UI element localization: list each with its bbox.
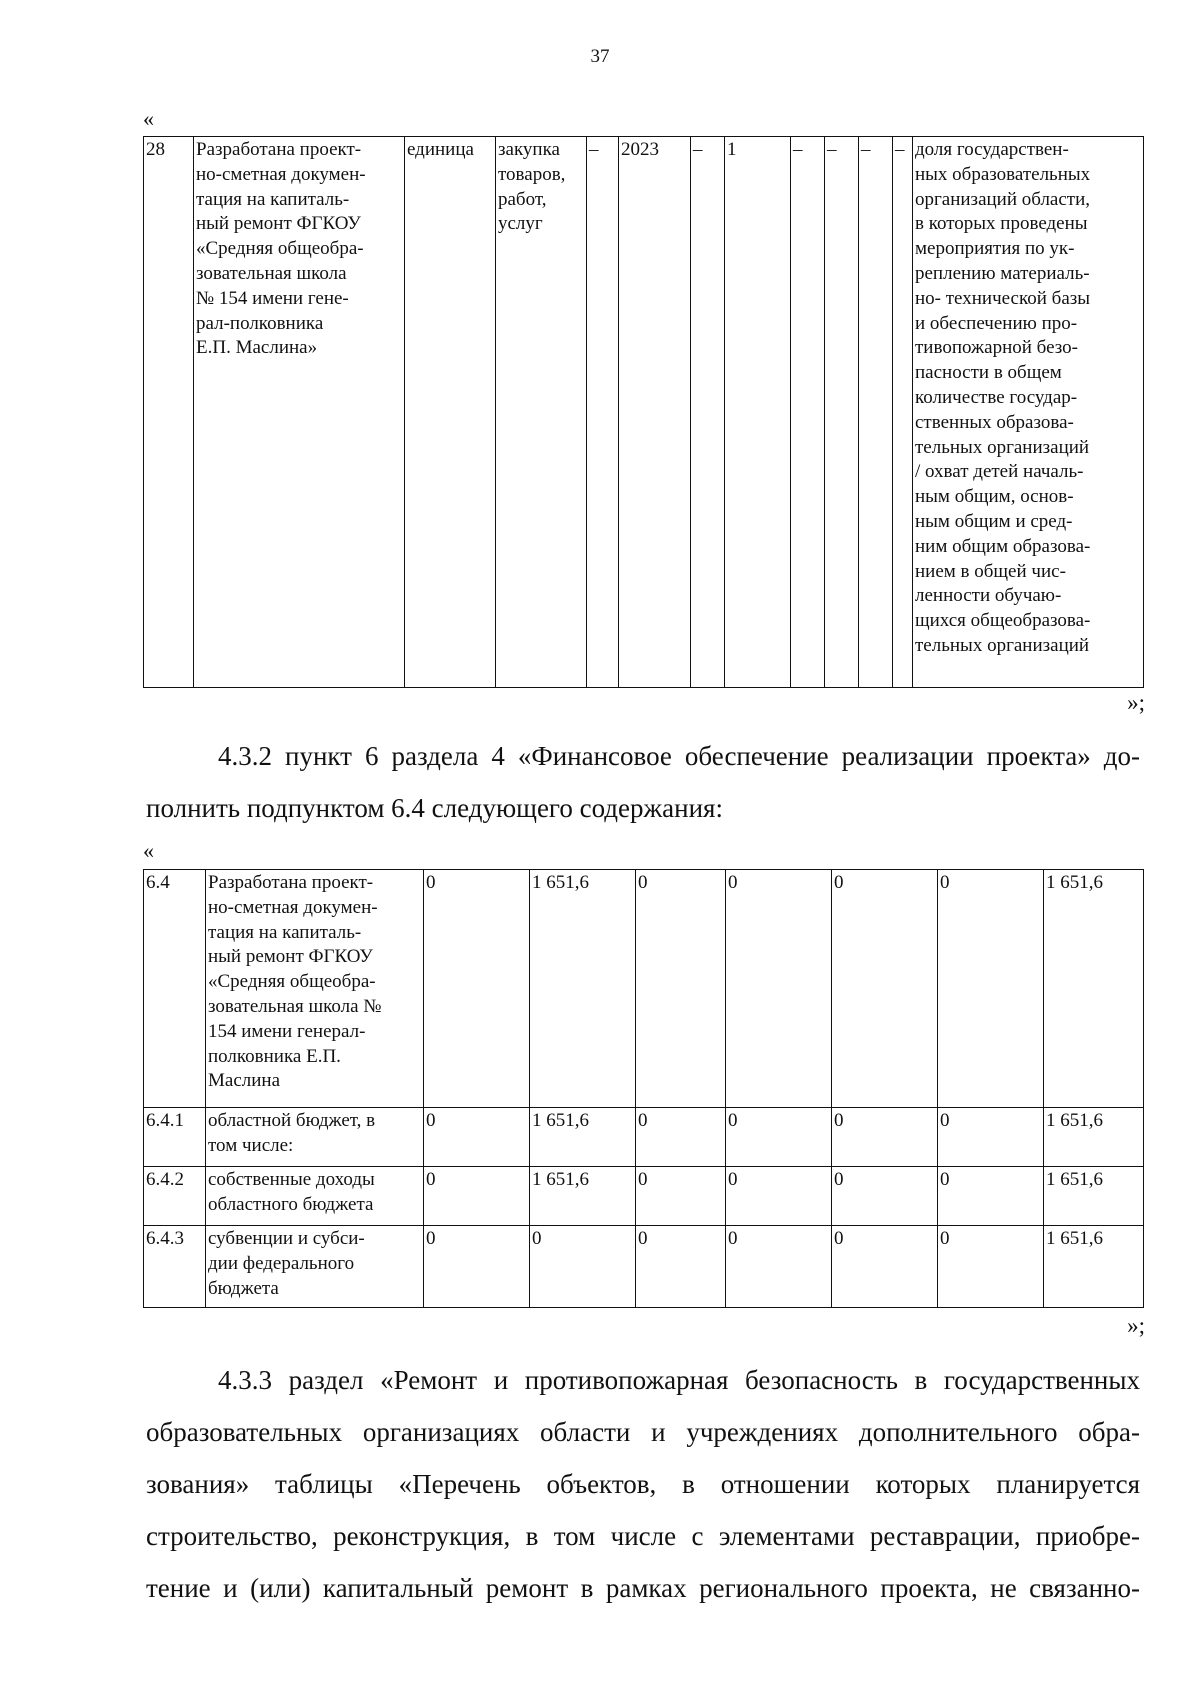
- table-row: [144, 1108, 1144, 1167]
- value-cell: 0: [424, 870, 530, 1108]
- paragraph-line: 4.3.3 раздел «Ремонт и противопожарная безопасность в государственных: [218, 1365, 1140, 1395]
- row-type: закупка товаров, работ, услуг: [496, 137, 587, 688]
- row-name: субвенции и субси- дии федерального бюджета: [206, 1226, 424, 1308]
- table1-row: [144, 137, 1144, 688]
- paragraph-line: зования» таблицы «Перечень объектов, в отношении которых планируется: [146, 1469, 1140, 1499]
- value-cell: 0: [938, 1226, 1044, 1308]
- value-cell: 0: [636, 1108, 726, 1167]
- value-cell: 1 651,6: [530, 1108, 636, 1167]
- value-cell: 1 651,6: [1044, 1108, 1144, 1167]
- value-cell: 0: [726, 1226, 832, 1308]
- table1-open-quote: «: [143, 106, 154, 131]
- value-cell: 1 651,6: [1044, 870, 1144, 1108]
- paragraph-line: строительство, реконструкция, в том числе с элементами реставрации, приобре-: [146, 1521, 1140, 1551]
- cell-c8: –: [791, 137, 825, 688]
- row-number: 6.4.1: [144, 1108, 206, 1167]
- paragraph-4-3-3: [146, 1354, 1140, 1614]
- value-cell: 1 651,6: [530, 870, 636, 1108]
- table-row: [144, 870, 1144, 1108]
- cell-c6: –: [691, 137, 725, 688]
- table2: [143, 869, 1144, 1308]
- value-cell: 0: [832, 1108, 938, 1167]
- value-cell: 0: [726, 1167, 832, 1226]
- table2-close-quote: »;: [1127, 1313, 1145, 1338]
- value-cell: 1 651,6: [1044, 1226, 1144, 1308]
- value-cell: 0: [938, 1167, 1044, 1226]
- table2-open-quote: «: [143, 838, 154, 863]
- paragraph-line: тение и (или) капитальный ремонт в рамках регионального проекта, не связанно-: [146, 1573, 1140, 1603]
- cell-c11: –: [893, 137, 913, 688]
- row-number: 6.4.2: [144, 1167, 206, 1226]
- page-number: 37: [590, 46, 610, 67]
- paragraph-line: 4.3.2 пункт 6 раздела 4 «Финансовое обеспечение реализации проекта» до-: [218, 741, 1140, 771]
- row-year: 2023: [619, 137, 691, 688]
- row-name: областной бюджет, в том числе:: [206, 1108, 424, 1167]
- row-unit: единица: [405, 137, 496, 688]
- value-cell: 0: [424, 1226, 530, 1308]
- row-name: собственные доходы областного бюджета: [206, 1167, 424, 1226]
- value-cell: 0: [726, 870, 832, 1108]
- value-cell: 0: [636, 870, 726, 1108]
- table1: [143, 136, 1144, 688]
- cell-c4: –: [587, 137, 619, 688]
- paragraph-4-3-2: [146, 730, 1140, 834]
- value-cell: 0: [832, 1167, 938, 1226]
- row-number: 28: [144, 137, 194, 688]
- value-cell: 0: [832, 870, 938, 1108]
- table1-close-quote: »;: [1127, 690, 1145, 715]
- row-name: Разработана проект- но-сметная докумен- тация на капиталь- ный ремонт ФГКОУ «Средняя общеобра- зовательная школа № 154 имени генерал- полковника Е.П. Маслина: [206, 870, 424, 1108]
- row-number: 6.4: [144, 870, 206, 1108]
- row-indicator: доля государствен- ных образовательных организаций области, в которых проведены мероприятия по ук- реплению материаль- но- технической базы и обеспечению про- тивопожарной безо- пасности в общем количестве государ- ственных образова- тельных организаций / охват детей началь- ным общим, основ- ным общим и сред- ним общим образова- нием в общей чис- ленности обучаю- щихся общеобразова- тельных организаций: [913, 137, 1144, 688]
- value-cell: 0: [530, 1226, 636, 1308]
- row-name: Разработана проект- но-сметная докумен- тация на капиталь- ный ремонт ФГКОУ «Средняя общеобра- зовательная школа № 154 имени гене- рал-полковника Е.П. Маслина»: [194, 137, 405, 688]
- cell-c10: –: [859, 137, 893, 688]
- value-cell: 0: [726, 1108, 832, 1167]
- value-cell: 0: [424, 1167, 530, 1226]
- value-cell: 0: [636, 1167, 726, 1226]
- value-cell: 0: [938, 1108, 1044, 1167]
- value-cell: 0: [832, 1226, 938, 1308]
- value-cell: 1 651,6: [530, 1167, 636, 1226]
- value-cell: 0: [938, 870, 1044, 1108]
- value-cell: 0: [424, 1108, 530, 1167]
- cell-c7: 1: [725, 137, 791, 688]
- table-row: [144, 1167, 1144, 1226]
- value-cell: 0: [636, 1226, 726, 1308]
- value-cell: 1 651,6: [1044, 1167, 1144, 1226]
- table-row: [144, 1226, 1144, 1308]
- row-number: 6.4.3: [144, 1226, 206, 1308]
- paragraph-line: образовательных организациях области и учреждениях дополнительного обра-: [146, 1417, 1140, 1447]
- paragraph-line: полнить подпунктом 6.4 следующего содержания:: [146, 793, 723, 823]
- cell-c9: –: [825, 137, 859, 688]
